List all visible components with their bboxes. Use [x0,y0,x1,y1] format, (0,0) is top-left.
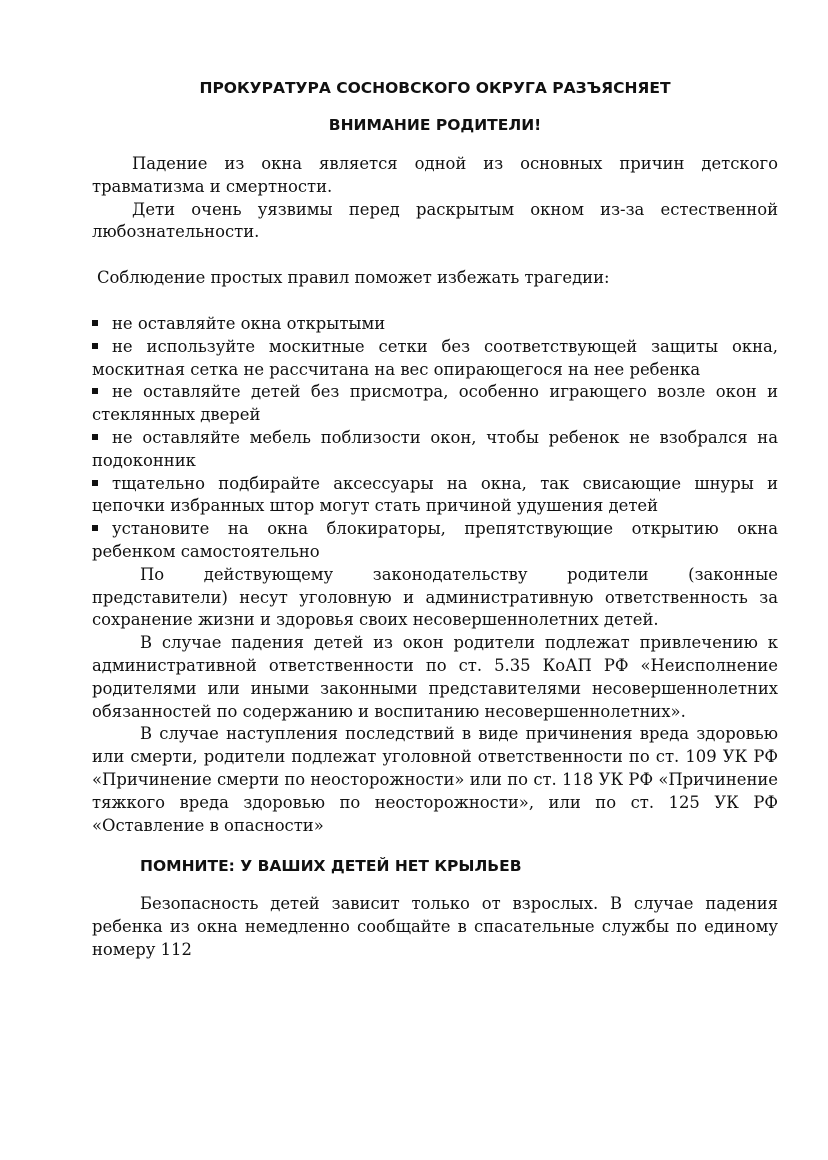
list-item [92,381,778,427]
bullet-icon [92,480,98,486]
law-paragraph-3: В случае наступления последствий в виде причинения вреда здоровью или смерти, родители подлежат уголовной ответственности по ст. 109 УК РФ «Причинение смерти по неосторожности» или по ст. 118 УК РФ «Причинение тяжкого вреда здоровью по неосторожности», или по ст. 125 УК РФ «Оставление в опасности» [92,724,778,835]
bullet-icon [92,320,98,326]
list-item [92,336,778,382]
list-item [92,473,778,519]
remember-heading: ПОМНИТЕ: У ВАШИХ ДЕТЕЙ НЕТ КРЫЛЬЕВ [140,857,522,876]
list-item-text: установите на окна блокираторы, препятствующие открытию окна ребенком самостоятельно [92,519,778,561]
intro-paragraph-2: Дети очень уязвимы перед раскрытым окном из-за естественной любознательности. [92,199,778,242]
closing-paragraph: Безопасность детей зависит только от взрослых. В случае падения ребенка из окна немедленно сообщайте в спасательные службы по единому номеру 112 [92,894,778,959]
intro-paragraph-1: Падение из окна является одной из основных причин детского травматизма и смертности. [92,154,778,196]
list-item-text: тщательно подбирайте аксессуары на окна, так свисающие шнуры и цепочки избранных штор могут стать причиной удушения детей [92,473,778,516]
law-paragraph-1: По действующему законодательству родители (законные представители) несут уголовную и административную ответственность за сохранение жизни и здоровья своих несовершеннолетних детей. [92,564,778,630]
bullet-icon [92,388,98,394]
list-item [92,313,778,336]
document-subtitle: ВНИМАНИЕ РОДИТЕЛИ! [328,116,542,134]
law-paragraph-2: В случае падения детей из окон родители подлежат привлечению к административной ответственности по ст. 5.35 КоАП РФ «Неисполнение родителями или иными законными представителями несовершеннолетних обязанностей по содержанию и воспитанию несовершеннолетних». [92,633,778,721]
list-item-text: не оставляйте детей без присмотра, особенно играющего возле окон и стеклянных дверей [92,382,778,425]
list-item-text: не используйте москитные сетки без соответствующей защиты окна, москитная сетка не рассчитана на вес опирающегося на нее ребенка [92,336,778,379]
bullet-icon [92,434,98,440]
list-item-text: не оставляйте окна открытыми [112,313,386,333]
list-item-text: не оставляйте мебель поблизости окон, чтобы ребенок не взобрался на подоконник [92,427,778,470]
list-item [92,518,778,564]
document-title: ПРОКУРАТУРА СОСНОВСКОГО ОКРУГА РАЗЪЯСНЯЕТ [199,79,671,97]
safety-rules-list [92,313,778,564]
bullet-icon [92,525,98,531]
list-item [92,427,778,473]
rules-intro: Соблюдение простых правил поможет избежать трагедии: [97,268,610,288]
bullet-icon [92,343,98,349]
